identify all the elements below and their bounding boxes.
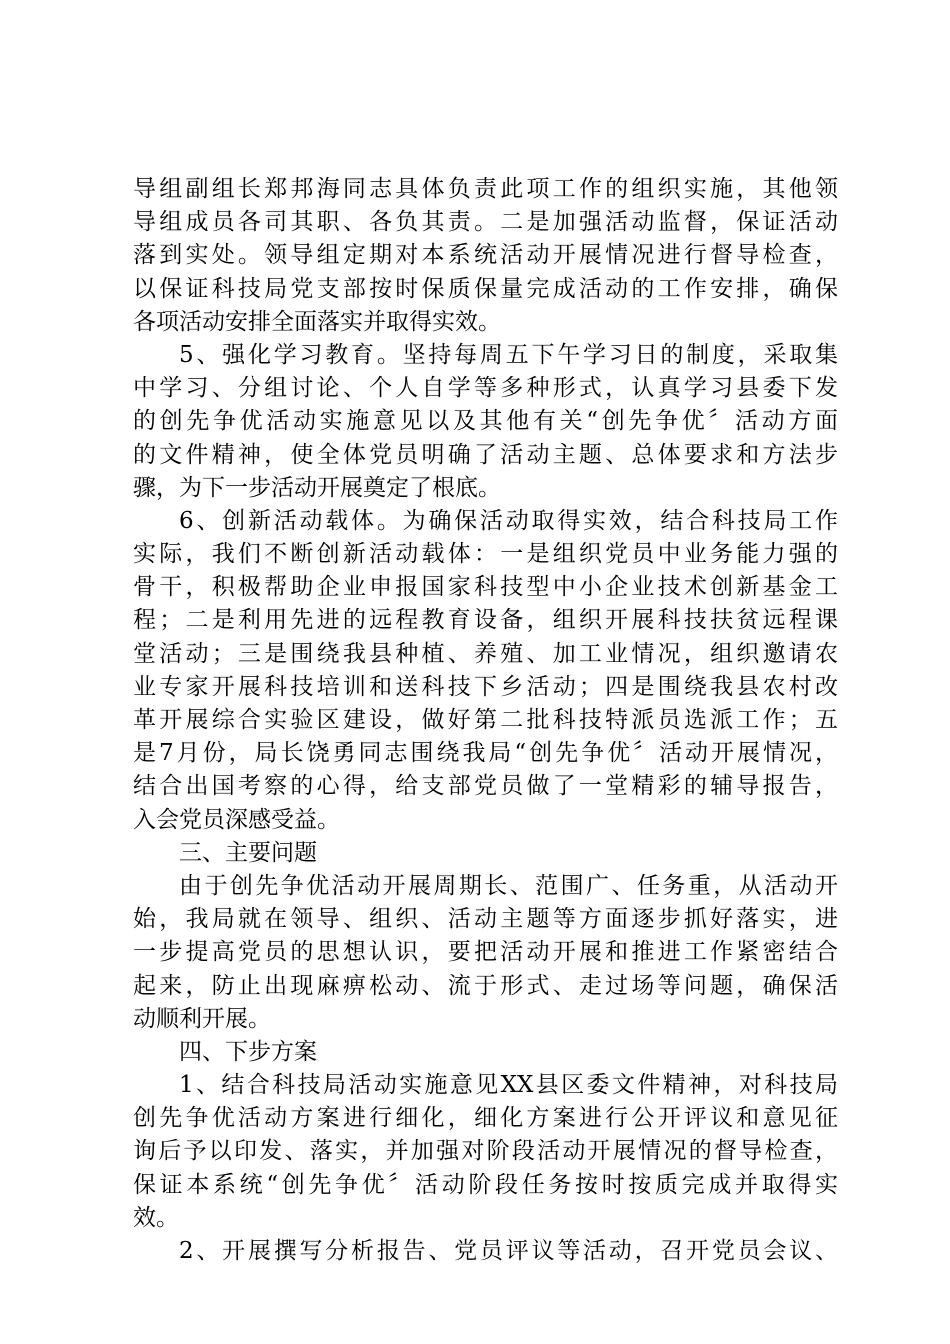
text-line: 保证本系统“创先争优〞活动阶段任务按时按质完成并取得实 bbox=[133, 1171, 838, 1198]
text-line: 一步提高党员的思想认识，要把活动开展和推进工作紧密结合 bbox=[133, 939, 838, 966]
text-line: 6、创新活动载体。为确保活动取得实效，结合科技局工作 bbox=[179, 507, 838, 534]
text-line: 以保证科技局党支部按时保质保量完成活动的工作安排，确保 bbox=[133, 275, 838, 302]
text-line: 导组成员各司其职、各负其责。二是加强活动监督，保证活动 bbox=[133, 209, 838, 236]
text-line: 始，我局就在领导、组织、活动主题等方面逐步抓好落实，进 bbox=[133, 906, 838, 933]
text-line: 落到实处。领导组定期对本系统活动开展情况进行督导检查， bbox=[133, 242, 838, 269]
text-line: 中学习、分组讨论、个人自学等多种形式，认真学习县委下发 bbox=[133, 375, 838, 402]
text-line: 由于创先争优活动开展周期长、范围广、任务重，从活动开 bbox=[179, 872, 838, 899]
text-line: 2、开展撰写分析报告、党员评议等活动，召开党员会议、 bbox=[179, 1238, 838, 1264]
text-line: 动顺利开展。 bbox=[133, 1005, 271, 1032]
text-line: 5、强化学习教育。坚持每周五下午学习日的制度，采取集 bbox=[179, 341, 838, 368]
text-line: 是7月份，局长饶勇同志围绕我局“创先争优〞活动开展情况， bbox=[133, 740, 838, 767]
text-line: 结合出国考察的心得，给支部党员做了一堂精彩的辅导报告， bbox=[133, 773, 838, 800]
text-line: 程；二是利用先进的远程教育设备，组织开展科技扶贫远程课 bbox=[133, 607, 838, 634]
text-line: 堂活动；三是围绕我县种植、养殖、加工业情况，组织邀请农 bbox=[133, 640, 838, 667]
text-line: 业专家开展科技培训和送科技下乡活动；四是围绕我县农村改 bbox=[133, 673, 838, 700]
text-line: 的文件精神，使全体党员明确了活动主题、总体要求和方法步 bbox=[133, 441, 838, 468]
text-line: 三、主要问题 bbox=[179, 839, 317, 866]
text-line: 导组副组长郑邦海同志具体负责此项工作的组织实施，其他领 bbox=[133, 176, 838, 202]
body-text bbox=[133, 173, 838, 1268]
text-line: 骤，为下一步活动开展奠定了根底。 bbox=[133, 474, 501, 501]
text-line: 革开展综合实验区建设，做好第二批科技特派员选派工作；五 bbox=[133, 707, 838, 733]
text-line: 各项活动安排全面落实并取得实效。 bbox=[133, 308, 501, 335]
text-line: 效。 bbox=[133, 1204, 179, 1231]
text-line: 1、结合科技局活动实施意见XX县区委文件精神，对科技局 bbox=[179, 1072, 838, 1099]
text-line: 入会党员深感受益。 bbox=[133, 806, 340, 833]
text-line: 实际，我们不断创新活动载体：一是组织党员中业务能力强的 bbox=[133, 541, 838, 568]
text-line: 的创先争优活动实施意见以及其他有关“创先争优〞活动方面 bbox=[133, 408, 838, 435]
text-line: 四、下步方案 bbox=[179, 1038, 317, 1065]
text-line: 起来，防止出现麻痹松动、流于形式、走过场等问题，确保活 bbox=[133, 972, 838, 999]
text-line: 骨干，积极帮助企业申报国家科技型中小企业技术创新基金工 bbox=[133, 574, 838, 601]
text-line: 询后予以印发、落实，并加强对阶段活动开展情况的督导检查， bbox=[133, 1138, 838, 1165]
text-line: 创先争优活动方案进行细化，细化方案进行公开评议和意见征 bbox=[133, 1105, 838, 1132]
